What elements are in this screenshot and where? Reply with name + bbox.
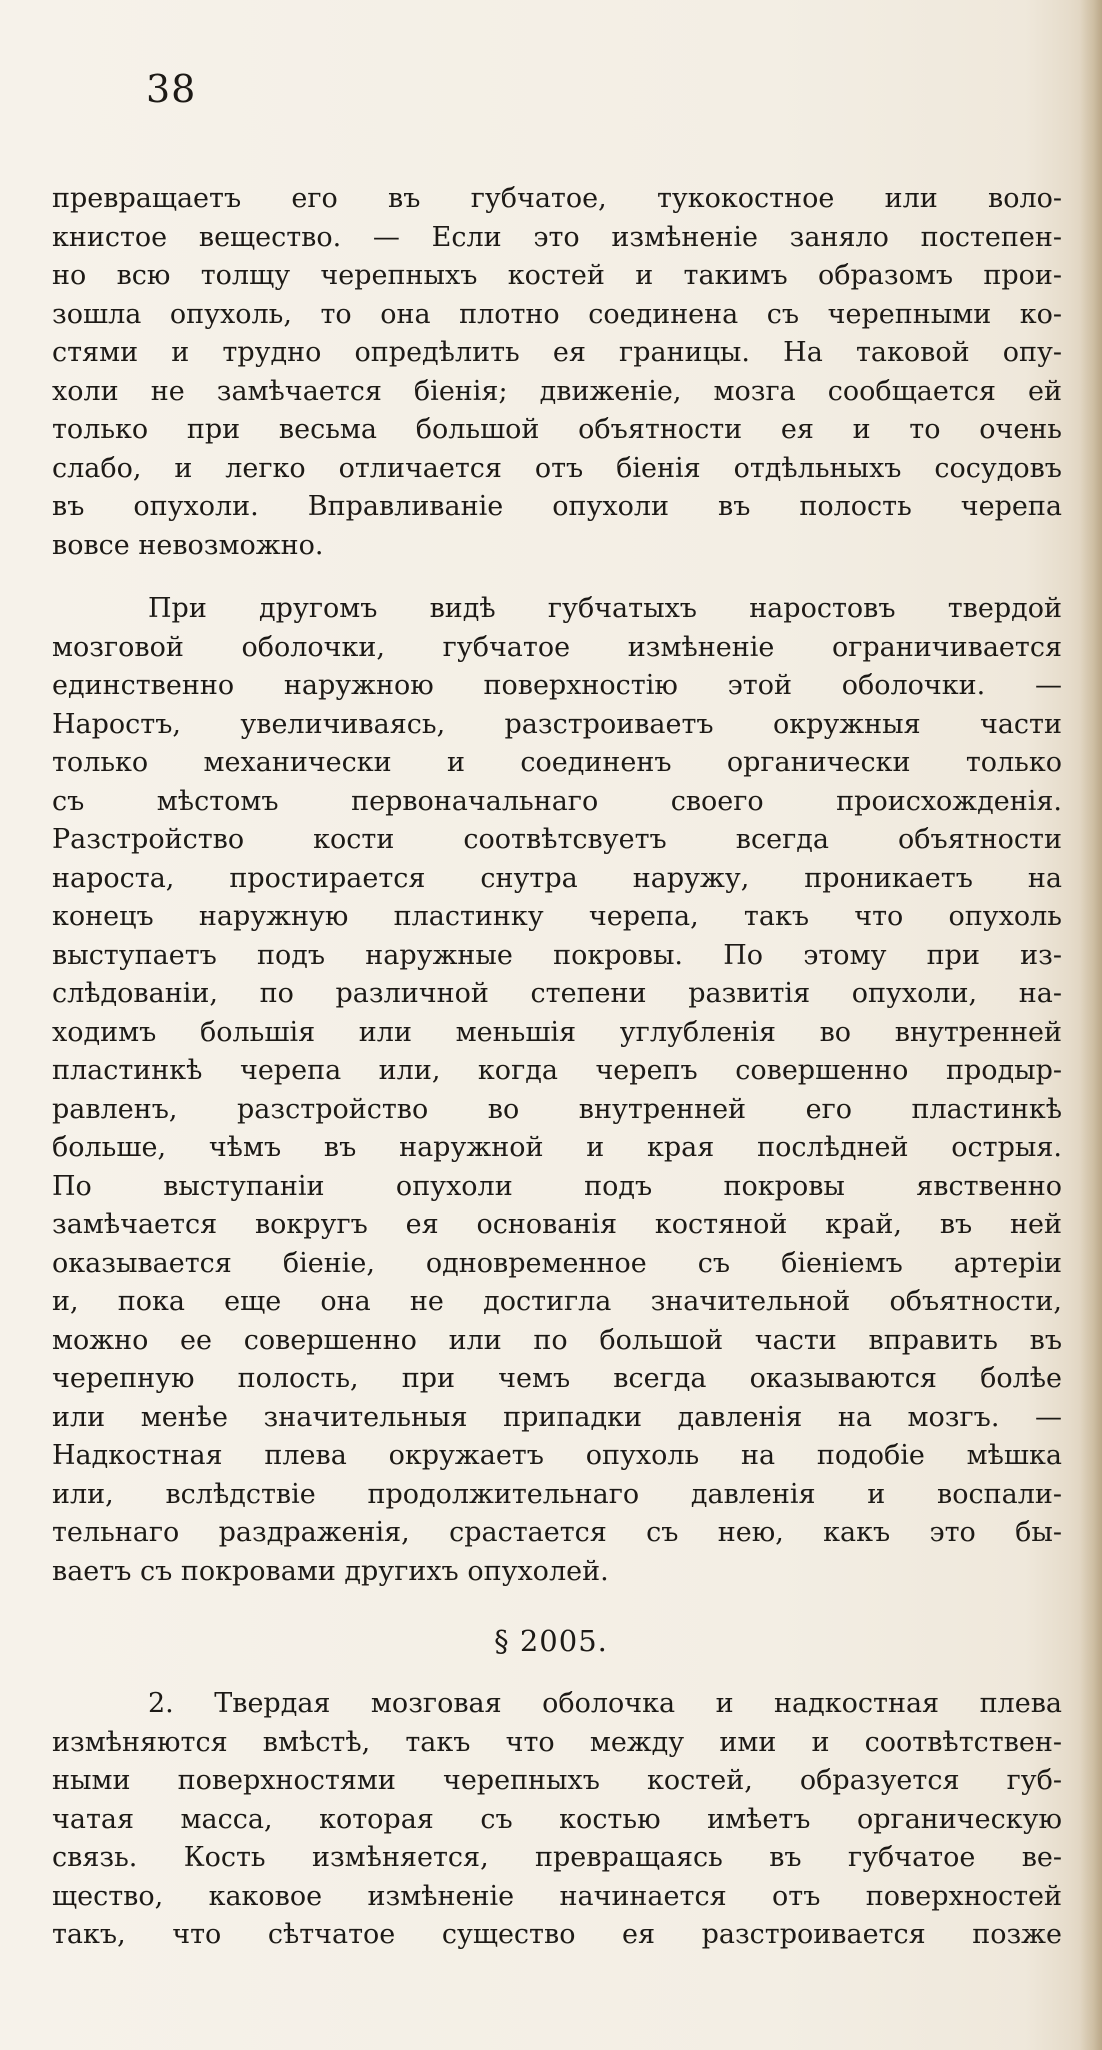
text-line: чатая масса, которая съ костью имѣетъ органическую [52, 1803, 1062, 1835]
text-line: такъ, что сѣтчатое существо ея разстроивается позже [52, 1919, 1062, 1950]
text-line: измѣняются вмѣстѣ, такъ что между ими и соотвѣтствен- [52, 1726, 1062, 1758]
text-line: пластинкѣ черепа или, когда черепъ совершенно продыр- [52, 1055, 1062, 1086]
text-line: щество, каковое измѣненіе начинается отъ поверхностей [52, 1880, 1062, 1912]
section-heading-text: § 2005. [494, 1624, 608, 1658]
text-line: 2. Твердая мозговая оболочка и надкостная плева [148, 1688, 1062, 1719]
text-line: холи не замѣчается біенія; движеніе, мозга сообщается ей [52, 375, 1062, 407]
text-line: только при весьма большой объятности ея и то очень [52, 414, 1062, 445]
text-line: вовсе невозможно. [52, 529, 324, 561]
text-line: мозговой оболочки, губчатое измѣненіе ограничивается [52, 631, 1062, 663]
text-line: съ мѣстомъ первоначальнаго своего происхожденія. [52, 785, 1062, 817]
text-line: больше, чѣмъ въ наружной и края послѣдней острыя. [52, 1132, 1062, 1163]
text-line: зошла опухоль, то она плотно соединена съ черепными ко- [52, 298, 1062, 330]
text-line: замѣчается вокругъ ея основанія костяной край, въ ней [52, 1209, 1062, 1240]
text-line: Надкостная плева окружаетъ опухоль на подобіе мѣшка [52, 1440, 1062, 1471]
text-line: слабо, и легко отличается отъ біенія отдѣльныхъ сосудовъ [52, 452, 1062, 484]
text-line: При другомъ видѣ губчатыхъ наростовъ твердой [148, 593, 1062, 624]
text-line: По выступаніи опухоли подъ покровы явственно [52, 1170, 1062, 1202]
text-line: выступаетъ подъ наружные покровы. По этому при из- [52, 939, 1062, 971]
text-line: въ опухоли. Вправливаніе опухоли въ полость черепа [52, 491, 1062, 522]
text-line: нароста, простирается снутра наружу, проникаетъ на [52, 862, 1062, 894]
text-line: или менѣе значительныя припадки давленія на мозгъ. — [52, 1401, 1062, 1433]
text-line: только механически и соединенъ органически только [52, 747, 1062, 778]
text-line: стями и трудно опредѣлить ея границы. На таковой опу- [52, 337, 1062, 368]
text-line: ходимъ большія или меньшія углубленія во внутренней [52, 1016, 1062, 1048]
text-line: Наростъ, увеличиваясь, разстроиваетъ окружныя части [52, 708, 1062, 740]
text-line: черепную полость, при чемъ всегда оказываются болѣе [52, 1363, 1062, 1394]
text-line: превращаетъ его въ губчатое, тукокостное или воло- [52, 183, 1062, 214]
text-line: оказывается біеніе, одновременное съ біеніемъ артеріи [52, 1247, 1062, 1279]
text-line: или, вслѣдствіе продолжительнаго давленія и воспали- [52, 1478, 1062, 1510]
text-line: связь. Кость измѣняется, превращаясь въ губчатое ве- [52, 1842, 1062, 1873]
text-line: единственно наружною поверхностію этой оболочки. — [52, 670, 1062, 701]
text-line: равленъ, разстройство во внутренней его пластинкѣ [52, 1093, 1062, 1125]
paragraph-2 [52, 590, 1062, 1591]
text-line: ными поверхностями черепныхъ костей, образуется губ- [52, 1765, 1062, 1796]
text-line: ваетъ съ покровами другихъ опухолей. [52, 1555, 609, 1587]
text-line: можно ее совершенно или по большой части вправить въ [52, 1324, 1062, 1356]
page-number: 38 [146, 67, 197, 111]
text-line: тельнаго раздраженія, срастается съ нею, какъ это бы- [52, 1517, 1062, 1548]
text-line: слѣдованіи, по различной степени развитія опухоли, на- [52, 978, 1062, 1009]
page-binding-edge [1080, 0, 1102, 2050]
text-line: книстое вещество. — Если это измѣненіе заняло постепен- [52, 221, 1062, 253]
text-line: конецъ наружную пластинку черепа, такъ что опухоль [52, 901, 1062, 932]
text-line: Разстройство кости соотвѣтсвуетъ всегда объятности [52, 824, 1062, 855]
paragraph-3 [52, 1685, 1062, 1955]
section-heading [0, 1624, 1102, 1658]
paragraph-1 [52, 180, 1062, 565]
text-line: но всю толщу черепныхъ костей и такимъ образомъ прои- [52, 260, 1062, 291]
text-line: и, пока еще она не достигла значительной объятности, [52, 1286, 1062, 1317]
